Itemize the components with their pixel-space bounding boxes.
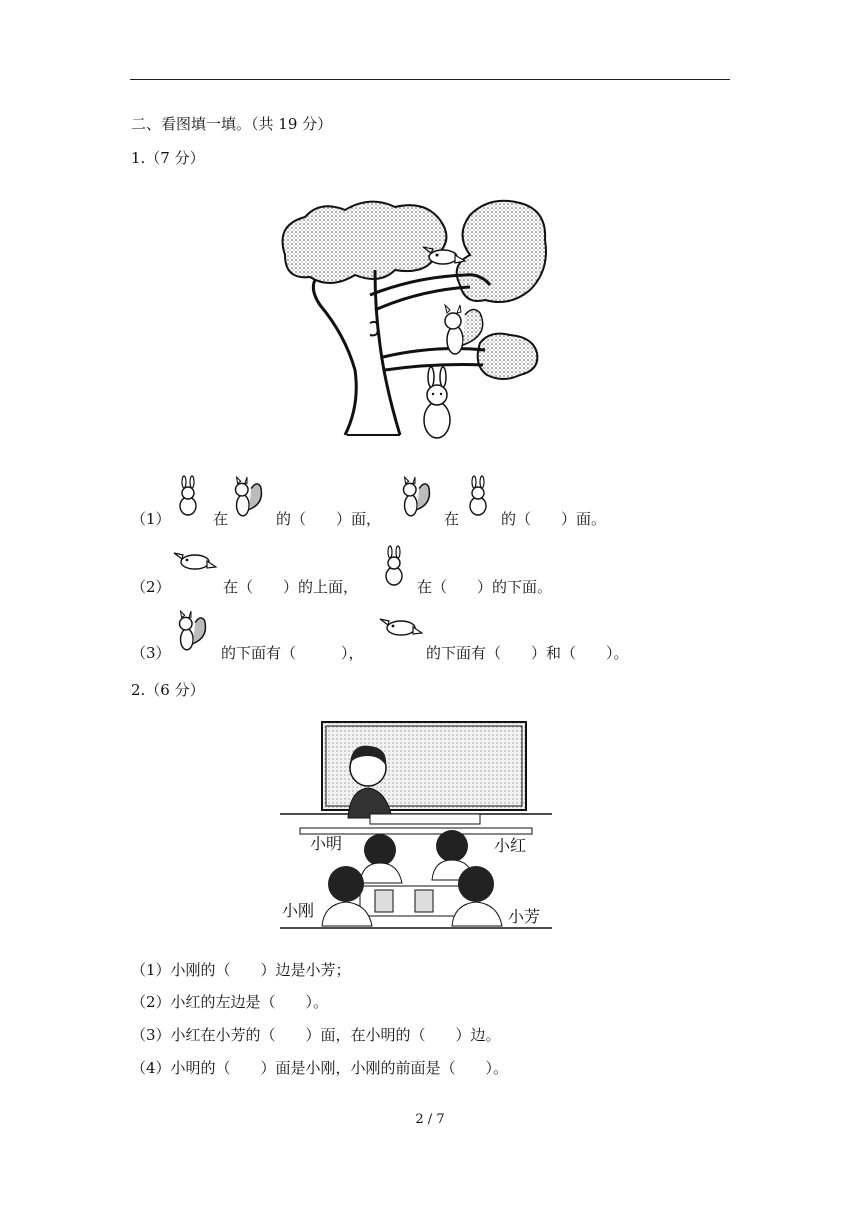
q1-line-1-text-3: 在 [444, 510, 460, 528]
q1-line-3-text-1: 的下面有（ ）， [221, 644, 364, 662]
bird-icon [173, 548, 217, 576]
q1-line-1-num: （1） [131, 510, 171, 528]
rabbit-icon [424, 367, 450, 438]
label-xiaofang: 小芳 [508, 907, 541, 926]
q2-line-4: （4）小明的（ ）面是小刚，小刚的前面是（ ）。 [131, 1059, 509, 1077]
q1-line-3-num: （3） [131, 644, 171, 662]
q1-line-2-text-1: 在（ ）的上面， [223, 578, 359, 596]
header-rule [130, 79, 730, 80]
q2-header: 2.（6 分） [131, 681, 205, 699]
rabbit-icon [173, 474, 203, 518]
q1-line-1-text-4: 的（ ）面。 [501, 510, 607, 528]
q1-line-2-text-2: 在（ ）的下面。 [417, 578, 553, 596]
section-title: 二、看图填一填。（共 19 分） [131, 115, 333, 133]
q1-line-3-text-2: 的下面有（ ）和（ ）。 [426, 644, 629, 662]
rabbit-icon [463, 474, 493, 518]
page-number: 2 / 7 [415, 1112, 445, 1127]
q2-line-2: （2）小红的左边是（ ）。 [131, 993, 329, 1011]
rabbit-icon [379, 544, 409, 588]
bird-icon [379, 614, 423, 642]
q1-line-2-num: （2） [131, 578, 171, 596]
q1-header: 1.（7 分） [131, 149, 205, 167]
squirrel-icon [445, 305, 483, 354]
squirrel-icon [229, 474, 265, 520]
label-xiaoming: 小明 [310, 834, 343, 853]
q2-line-1: （1）小刚的（ ）边是小芳； [131, 961, 351, 979]
squirrel-icon [173, 608, 209, 654]
classroom-illustration [280, 718, 552, 934]
squirrel-icon [397, 474, 433, 520]
q1-line-1-text-2: 的（ ）面， [276, 510, 382, 528]
q2-line-3: （3）小红在小芳的（ ）面，在小明的（ ）边。 [131, 1026, 501, 1044]
tree-illustration [275, 195, 550, 445]
label-xiaohong: 小红 [494, 836, 527, 855]
label-xiaogang: 小刚 [282, 901, 315, 920]
q1-line-1-text-1: 在 [213, 510, 229, 528]
